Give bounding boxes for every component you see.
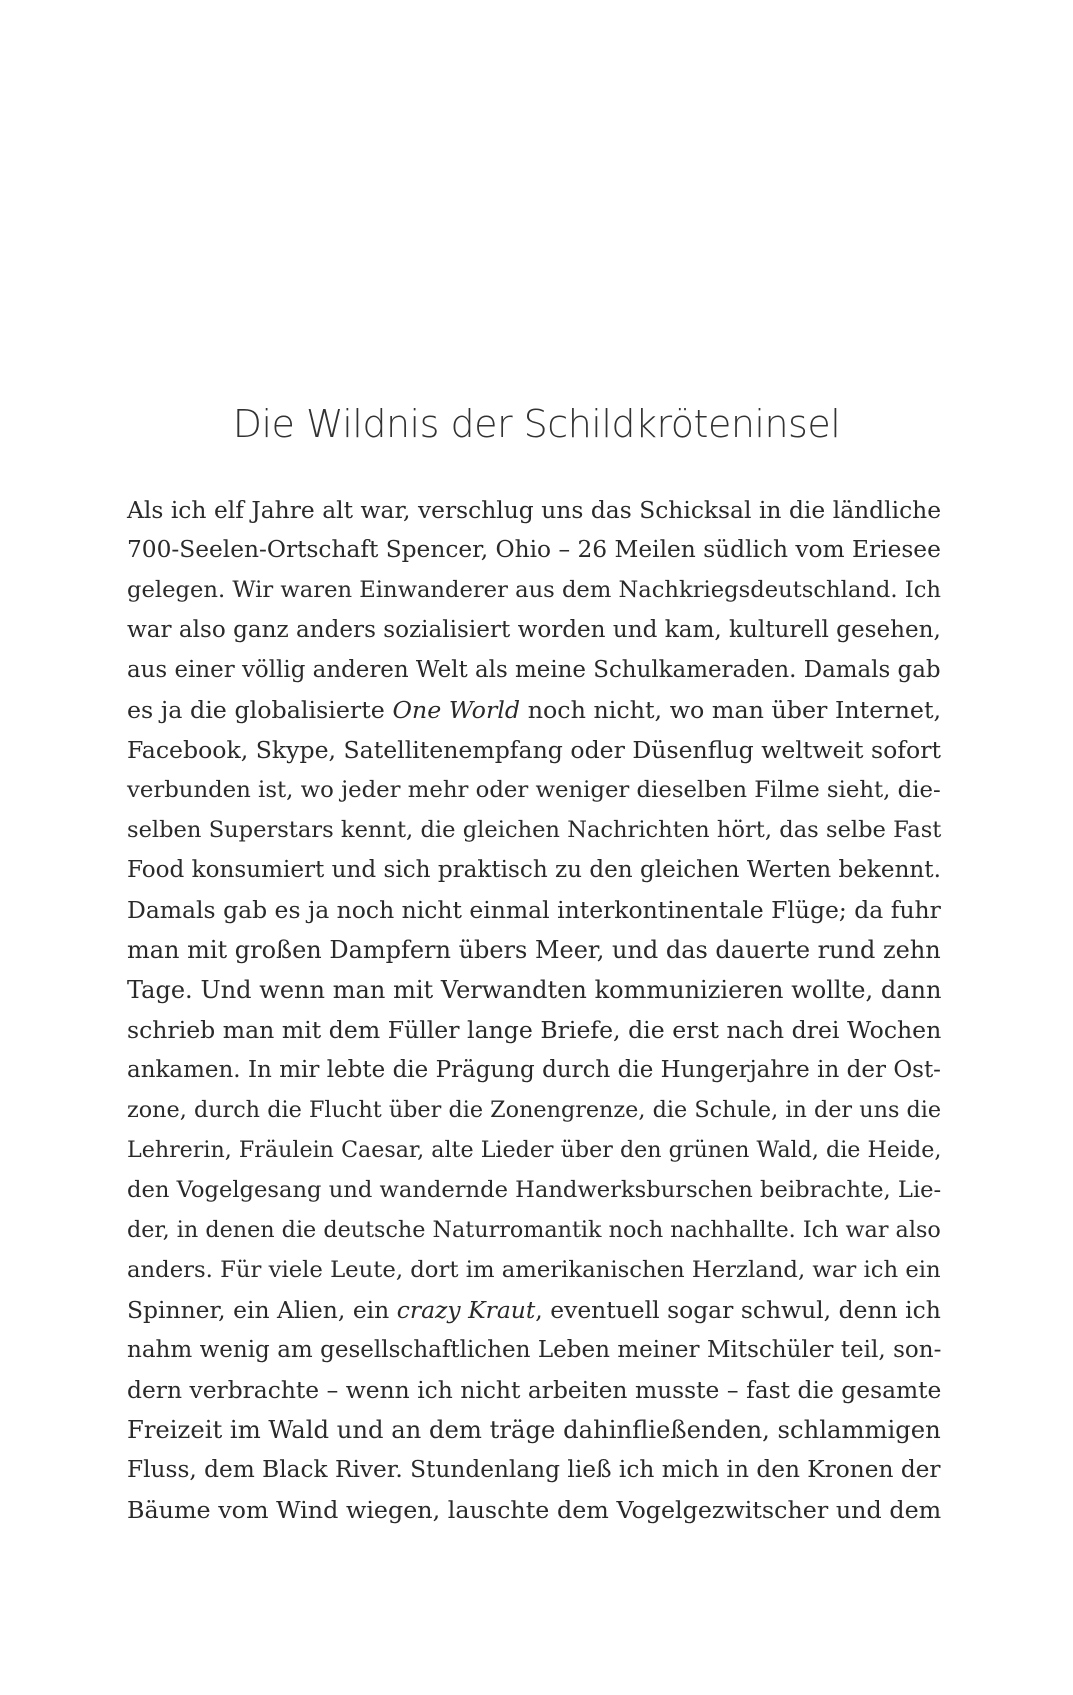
chapter-title: Die Wildnis der Schildkröteninsel — [232, 402, 841, 446]
text-line: man mit großen Dampfern übers Meer, und das dauerte rund zehn — [127, 936, 941, 964]
text-line: Lehrerin, Fräulein Caesar, alte Lieder über den grünen Wald, die Heide, — [127, 1137, 942, 1163]
text-line: Fluss, dem Black River. Stundenlang ließ ich mich in den Kronen der — [127, 1456, 941, 1483]
text-line: 700-Seelen-Ortschaft Spencer, Ohio – 26 Meilen südlich vom Eriesee — [127, 536, 941, 563]
text-segment: noch nicht, wo man über Internet, — [520, 696, 942, 724]
text-line: aus einer völlig anderen Welt als meine Schulkameraden. Damals gab — [127, 657, 941, 683]
text-line: Tage. Und wenn man mit Verwandten kommunizieren wollte, dann — [127, 976, 942, 1004]
text-segment: Spinner, ein Alien, ein — [127, 1296, 397, 1324]
text-line: der, in denen die deutsche Naturromantik noch nachhallte. Ich war also — [127, 1217, 941, 1243]
text-line: Damals gab es ja noch nicht einmal interkontinentale Flüge; da fuhr — [127, 896, 941, 924]
italic-phrase: One World — [392, 696, 521, 724]
text-line: Food konsumiert und sich praktisch zu den gleichen Werten bekennt. — [127, 857, 941, 883]
text-line: den Vogelgesang und wandernde Handwerksburschen beibrachte, Lie- — [127, 1177, 942, 1203]
body-paragraph — [127, 490, 941, 1530]
text-segment: es ja die globalisierte — [127, 696, 393, 724]
text-line: nahm wenig am gesellschaftlichen Leben meiner Mitschüler teil, son- — [127, 1337, 942, 1363]
text-line: war also ganz anders sozialisiert worden und kam, kulturell gesehen, — [127, 617, 941, 643]
text-line: Als ich elf Jahre alt war, verschlug uns das Schicksal in die ländliche — [127, 496, 942, 524]
text-line: Freizeit im Wald und an dem träge dahinfließenden, schlammigen — [127, 1415, 941, 1444]
text-line: ankamen. In mir lebte die Prägung durch die Hungerjahre in der Ost- — [127, 1057, 941, 1083]
text-line: Facebook, Skype, Satellitenempfang oder Düsenflug weltweit sofort — [127, 736, 941, 764]
text-line: dern verbrachte – wenn ich nicht arbeiten musste – fast die gesamte — [127, 1376, 942, 1404]
text-line: schrieb man mit dem Füller lange Briefe, die erst nach drei Wochen — [127, 1016, 942, 1044]
text-segment: , eventuell sogar schwul, denn ich — [535, 1296, 941, 1324]
italic-phrase: crazy Kraut — [396, 1296, 536, 1324]
text-line: gelegen. Wir waren Einwanderer aus dem Nachkriegsdeutschland. Ich — [127, 577, 941, 603]
text-line: selben Superstars kennt, die gleichen Nachrichten hört, das selbe Fast — [127, 817, 942, 843]
text-line — [127, 1290, 941, 1330]
text-line: anders. Für viele Leute, dort im amerikanischen Herzland, war ich ein — [127, 1257, 941, 1283]
text-line — [127, 690, 941, 730]
text-line: zone, durch die Flucht über die Zonengrenze, die Schule, in der uns die — [127, 1097, 942, 1123]
text-line: verbunden ist, wo jeder mehr oder weniger dieselben Filme sieht, die- — [127, 777, 941, 803]
text-line: Bäume vom Wind wiegen, lauschte dem Vogelgezwitscher und dem — [127, 1496, 942, 1524]
